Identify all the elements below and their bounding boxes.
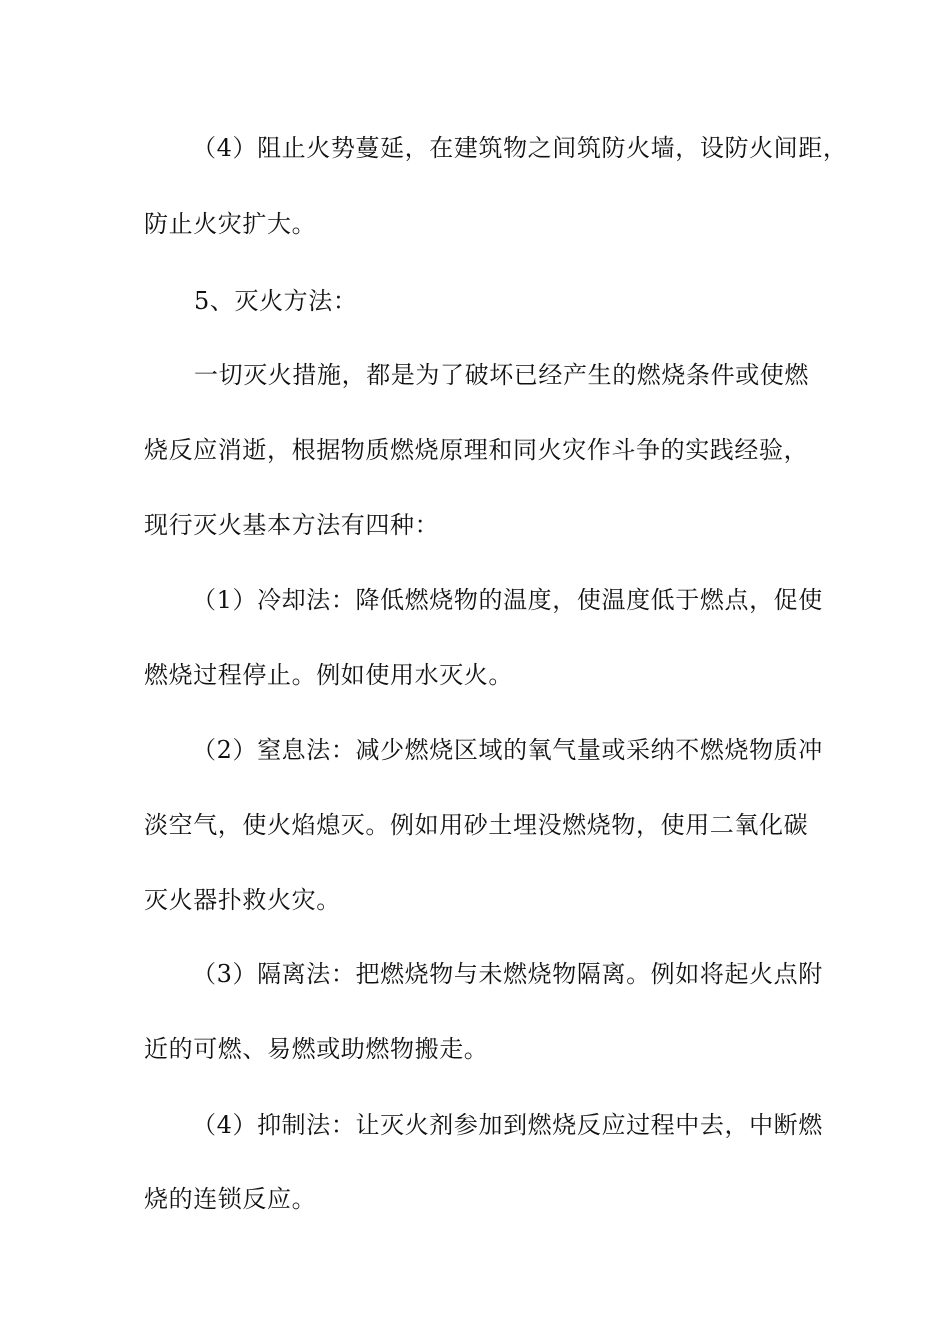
paragraph-prevent-spread-line-2: 防止火灾扩大。 xyxy=(144,210,317,238)
paragraph-isolation-method-line-1: （3）隔离法：把燃烧物与未燃烧物隔离。例如将起火点附 xyxy=(192,960,823,988)
paragraph-smothering-method-line-3: 灭火器扑救火灾。 xyxy=(144,886,341,914)
paragraph-isolation-method-line-2: 近的可燃、易燃或助燃物搬走。 xyxy=(144,1035,489,1063)
paragraph-inhibition-method-line-2: 烧的连锁反应。 xyxy=(144,1185,317,1213)
paragraph-smothering-method-line-1: （2）窒息法：减少燃烧区域的氧气量或采纳不燃烧物质冲 xyxy=(192,736,823,764)
paragraph-intro-line-1: 一切灭火措施，都是为了破坏已经产生的燃烧条件或使燃 xyxy=(194,361,809,389)
section-heading-extinguishing-methods: 5、灭火方法： xyxy=(194,287,358,315)
paragraph-cooling-method-line-1: （1）冷却法：降低燃烧物的温度，使温度低于燃点，促使 xyxy=(192,586,823,614)
paragraph-intro-line-2: 烧反应消逝，根据物质燃烧原理和同火灾作斗争的实践经验， xyxy=(144,436,809,464)
paragraph-smothering-method-line-2: 淡空气，使火焰熄灭。例如用砂土埋没燃烧物，使用二氧化碳 xyxy=(144,811,809,839)
paragraph-inhibition-method-line-1: （4）抑制法：让灭火剂参加到燃烧反应过程中去，中断燃 xyxy=(192,1111,823,1139)
paragraph-prevent-spread-line-1: （4）阻止火势蔓延，在建筑物之间筑防火墙，设防火间距， xyxy=(192,134,848,162)
paragraph-cooling-method-line-2: 燃烧过程停止。例如使用水灭火。 xyxy=(144,661,513,689)
paragraph-intro-line-3: 现行灭火基本方法有四种： xyxy=(144,511,440,539)
